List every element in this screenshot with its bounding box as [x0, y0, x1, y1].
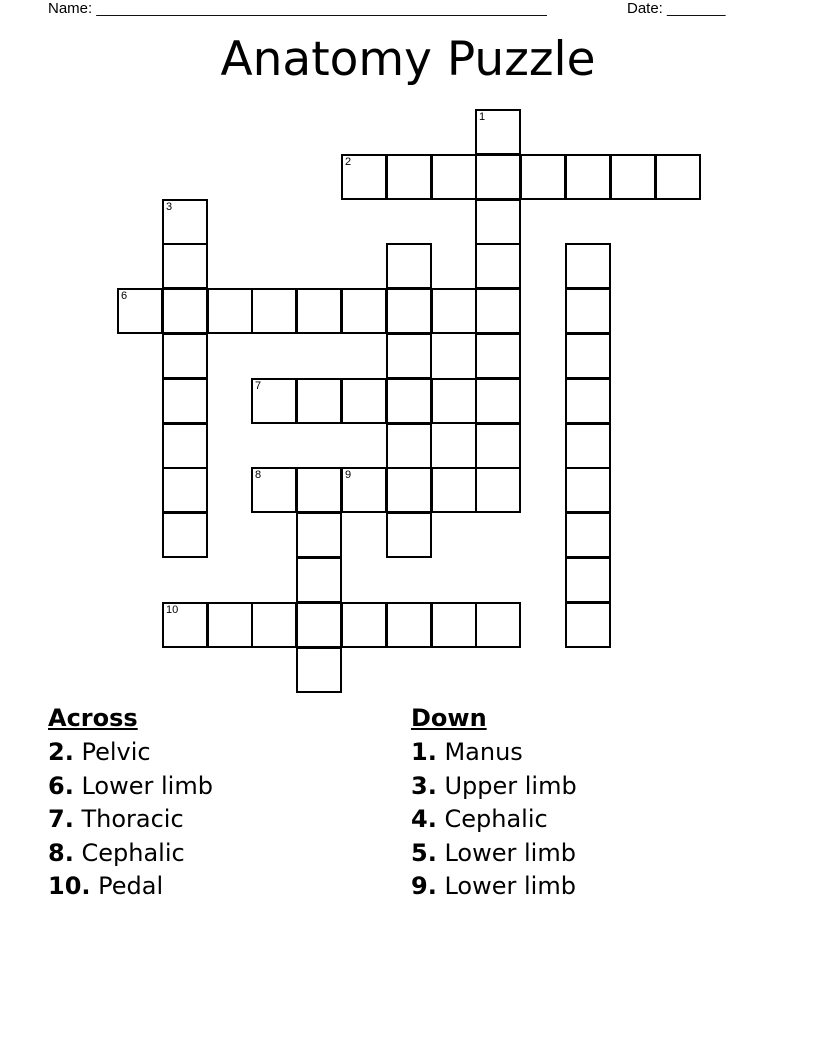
grid-cell[interactable] [565, 423, 611, 469]
grid-cell[interactable] [565, 333, 611, 379]
grid-cell[interactable] [475, 243, 521, 289]
across-clue [48, 770, 213, 804]
clue-number: 4. [411, 805, 437, 833]
cell-number: 3 [166, 201, 173, 213]
grid-cell[interactable] [162, 467, 208, 513]
grid-cell[interactable] [251, 467, 297, 513]
grid-cell[interactable] [475, 423, 521, 469]
across-clue [48, 803, 213, 837]
down-clue [411, 803, 577, 837]
grid-cell[interactable] [520, 154, 566, 200]
grid-cell[interactable] [386, 512, 432, 558]
grid-cell[interactable] [117, 288, 163, 334]
grid-cell[interactable] [251, 288, 297, 334]
clue-number: 7. [48, 805, 74, 833]
grid-cell[interactable] [565, 243, 611, 289]
grid-cell[interactable] [386, 154, 432, 200]
grid-cell[interactable] [431, 467, 477, 513]
grid-cell[interactable] [162, 243, 208, 289]
grid-cell[interactable] [296, 647, 342, 693]
grid-cell[interactable] [341, 602, 387, 648]
grid-cell[interactable] [162, 378, 208, 424]
cell-number: 6 [121, 290, 128, 302]
grid-cell[interactable] [207, 602, 253, 648]
down-clues [411, 702, 577, 904]
clue-number: 2. [48, 738, 74, 766]
clue-number: 10. [48, 872, 91, 900]
grid-cell[interactable] [431, 154, 477, 200]
across-clue [48, 736, 213, 770]
grid-cell[interactable] [655, 154, 701, 200]
grid-cell[interactable] [431, 378, 477, 424]
name-field-label: Name: ______________________________________________________ [48, 0, 547, 17]
down-heading: Down [411, 704, 487, 732]
down-clue [411, 870, 577, 904]
grid-cell[interactable] [251, 378, 297, 424]
across-clue [48, 837, 213, 871]
clue-text: Upper limb [444, 771, 577, 800]
clue-number: 1. [411, 738, 437, 766]
clue-text: Lower limb [444, 872, 576, 900]
date-field-label: Date: _______ [627, 0, 726, 17]
grid-cell[interactable] [475, 467, 521, 513]
grid-cell[interactable] [565, 557, 611, 603]
grid-cell[interactable] [386, 602, 432, 648]
grid-cell[interactable] [565, 512, 611, 558]
grid-cell[interactable] [162, 512, 208, 558]
grid-cell[interactable] [296, 288, 342, 334]
down-clue [411, 736, 577, 770]
grid-cell[interactable] [341, 467, 387, 513]
grid-cell[interactable] [207, 288, 253, 334]
grid-cell[interactable] [296, 557, 342, 603]
clue-text: Lower limb [444, 838, 576, 867]
page-title: Anatomy Puzzle [220, 32, 596, 87]
clue-number: 8. [48, 838, 74, 867]
grid-cell[interactable] [475, 333, 521, 379]
cell-number: 10 [166, 604, 179, 616]
grid-cell[interactable] [475, 602, 521, 648]
clue-number: 5. [411, 838, 437, 867]
grid-cell[interactable] [296, 467, 342, 513]
down-clue [411, 837, 577, 871]
grid-cell[interactable] [431, 288, 477, 334]
grid-cell[interactable] [296, 602, 342, 648]
clue-text: Pedal [98, 872, 164, 900]
grid-cell[interactable] [251, 602, 297, 648]
grid-cell[interactable] [475, 199, 521, 245]
cell-number: 9 [345, 469, 352, 481]
grid-cell[interactable] [386, 467, 432, 513]
grid-cell[interactable] [386, 243, 432, 289]
grid-cell[interactable] [341, 378, 387, 424]
grid-cell[interactable] [341, 154, 387, 200]
grid-cell[interactable] [565, 288, 611, 334]
grid-cell[interactable] [386, 333, 432, 379]
across-clue [48, 870, 213, 904]
clue-text: Thoracic [81, 805, 184, 833]
grid-cell[interactable] [431, 602, 477, 648]
grid-cell[interactable] [296, 512, 342, 558]
grid-cell[interactable] [341, 288, 387, 334]
clue-text: Manus [444, 738, 523, 766]
clue-text: Lower limb [81, 771, 213, 800]
cell-number: 7 [255, 380, 262, 392]
clue-text: Cephalic [81, 838, 185, 867]
grid-cell[interactable] [565, 154, 611, 200]
clue-text: Pelvic [81, 738, 151, 766]
grid-cell[interactable] [475, 288, 521, 334]
grid-cell[interactable] [162, 199, 208, 245]
grid-cell[interactable] [386, 288, 432, 334]
grid-cell[interactable] [475, 154, 521, 200]
grid-cell[interactable] [162, 423, 208, 469]
grid-cell[interactable] [296, 378, 342, 424]
cell-number: 1 [479, 111, 486, 123]
grid-cell[interactable] [475, 109, 521, 155]
grid-cell[interactable] [565, 467, 611, 513]
grid-cell[interactable] [475, 378, 521, 424]
grid-cell[interactable] [386, 423, 432, 469]
grid-cell[interactable] [162, 333, 208, 379]
cell-number: 2 [345, 156, 352, 168]
grid-cell[interactable] [610, 154, 656, 200]
clue-number: 6. [48, 771, 74, 800]
clue-number: 3. [411, 771, 437, 800]
grid-cell[interactable] [162, 288, 208, 334]
down-clue [411, 770, 577, 804]
across-heading: Across [48, 704, 138, 732]
clue-text: Cephalic [444, 805, 548, 833]
clue-number: 9. [411, 872, 437, 900]
grid-cell[interactable] [162, 602, 208, 648]
grid-cell[interactable] [565, 378, 611, 424]
grid-cell[interactable] [386, 378, 432, 424]
cell-number: 8 [255, 469, 262, 481]
across-clues [48, 702, 213, 904]
grid-cell[interactable] [565, 602, 611, 648]
